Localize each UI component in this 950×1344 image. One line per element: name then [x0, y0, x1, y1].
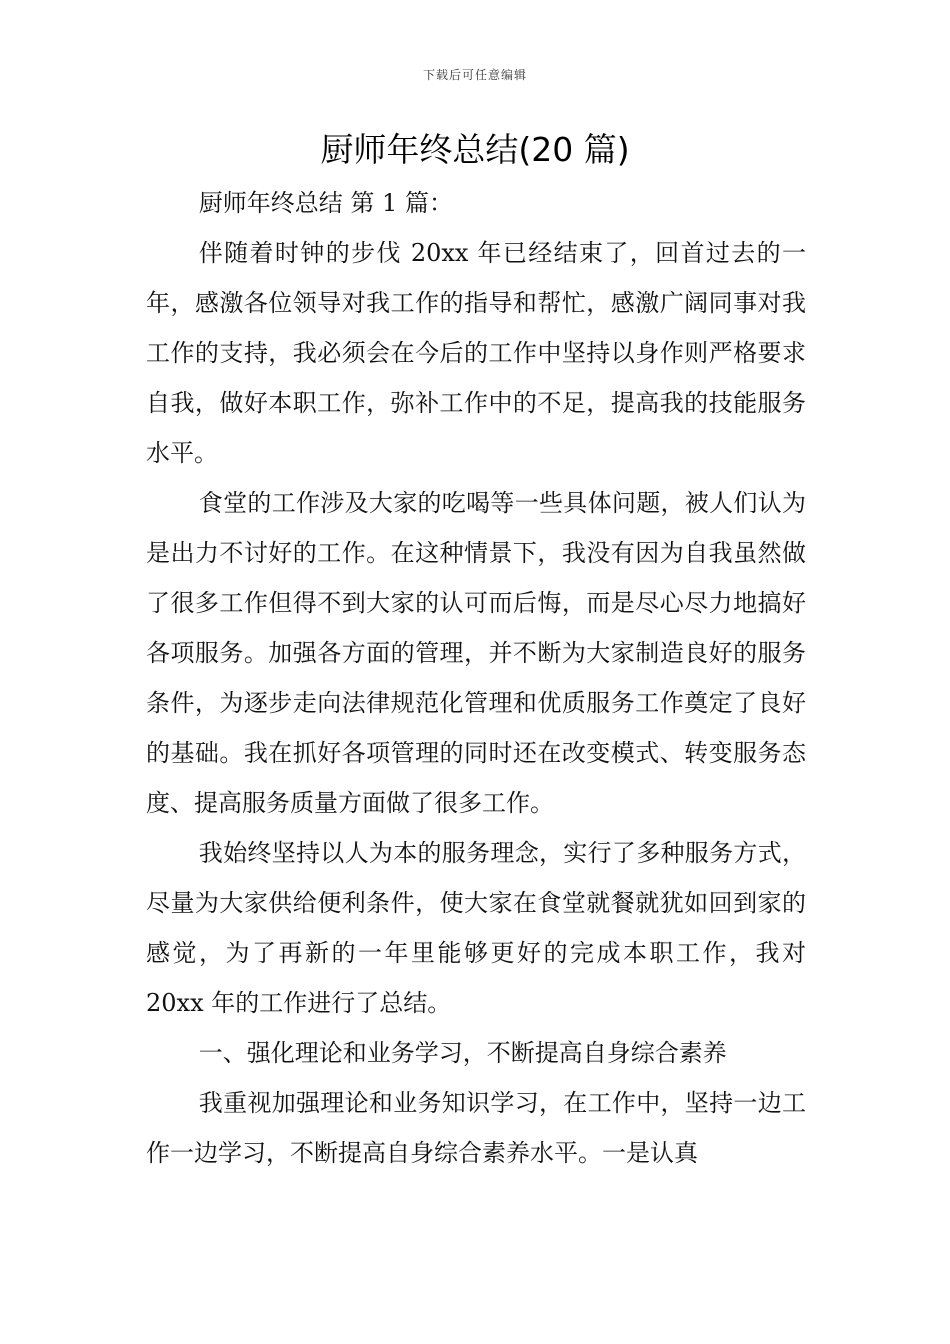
section-subheading: 一、强化理论和业务学习，不断提高自身综合素养 — [198, 1039, 727, 1067]
paragraph: 我始终坚持以人为本的服务理念，实行了多种服务方式，尽量为大家供给便利条件，使大家在食堂就餐就犹如回到家的感觉，为了再新的一年里能够更好的完成本职工作，我对 20xx 年的工作进行了总结。 — [146, 839, 806, 1017]
section-label: 厨师年终总结 第 1 篇： — [198, 189, 453, 217]
document-title: 厨师年终总结(20 篇) — [320, 130, 630, 169]
paragraph: 食堂的工作涉及大家的吃喝等一些具体问题，被人们认为是出力不讨好的工作。在这种情景下，我没有因为自我虽然做了很多工作但得不到大家的认可而后悔，而是尽心尽力地搞好各项服务。加强各方面的管理，并不断为大家制造良好的服务条件，为逐步走向法律规范化管理和优质服务工作奠定了良好的基础。我在抓好各项管理的同时还在改变模式、转变服务态度、提高服务质量方面做了很多工作。 — [146, 489, 806, 817]
header-note: 下载后可任意编辑 — [422, 68, 527, 82]
document-body — [146, 178, 806, 1178]
paragraph: 我重视加强理论和业务知识学习，在工作中，坚持一边工作一边学习，不断提高自身综合素养水平。一是认真 — [146, 1089, 806, 1167]
paragraph: 伴随着时钟的步伐 20xx 年已经结束了，回首过去的一年，感激各位领导对我工作的指导和帮忙，感激广阔同事对我工作的支持，我必须会在今后的工作中坚持以身作则严格要求自我，做好本职工作，弥补工作中的不足，提高我的技能服务水平。 — [146, 239, 806, 467]
